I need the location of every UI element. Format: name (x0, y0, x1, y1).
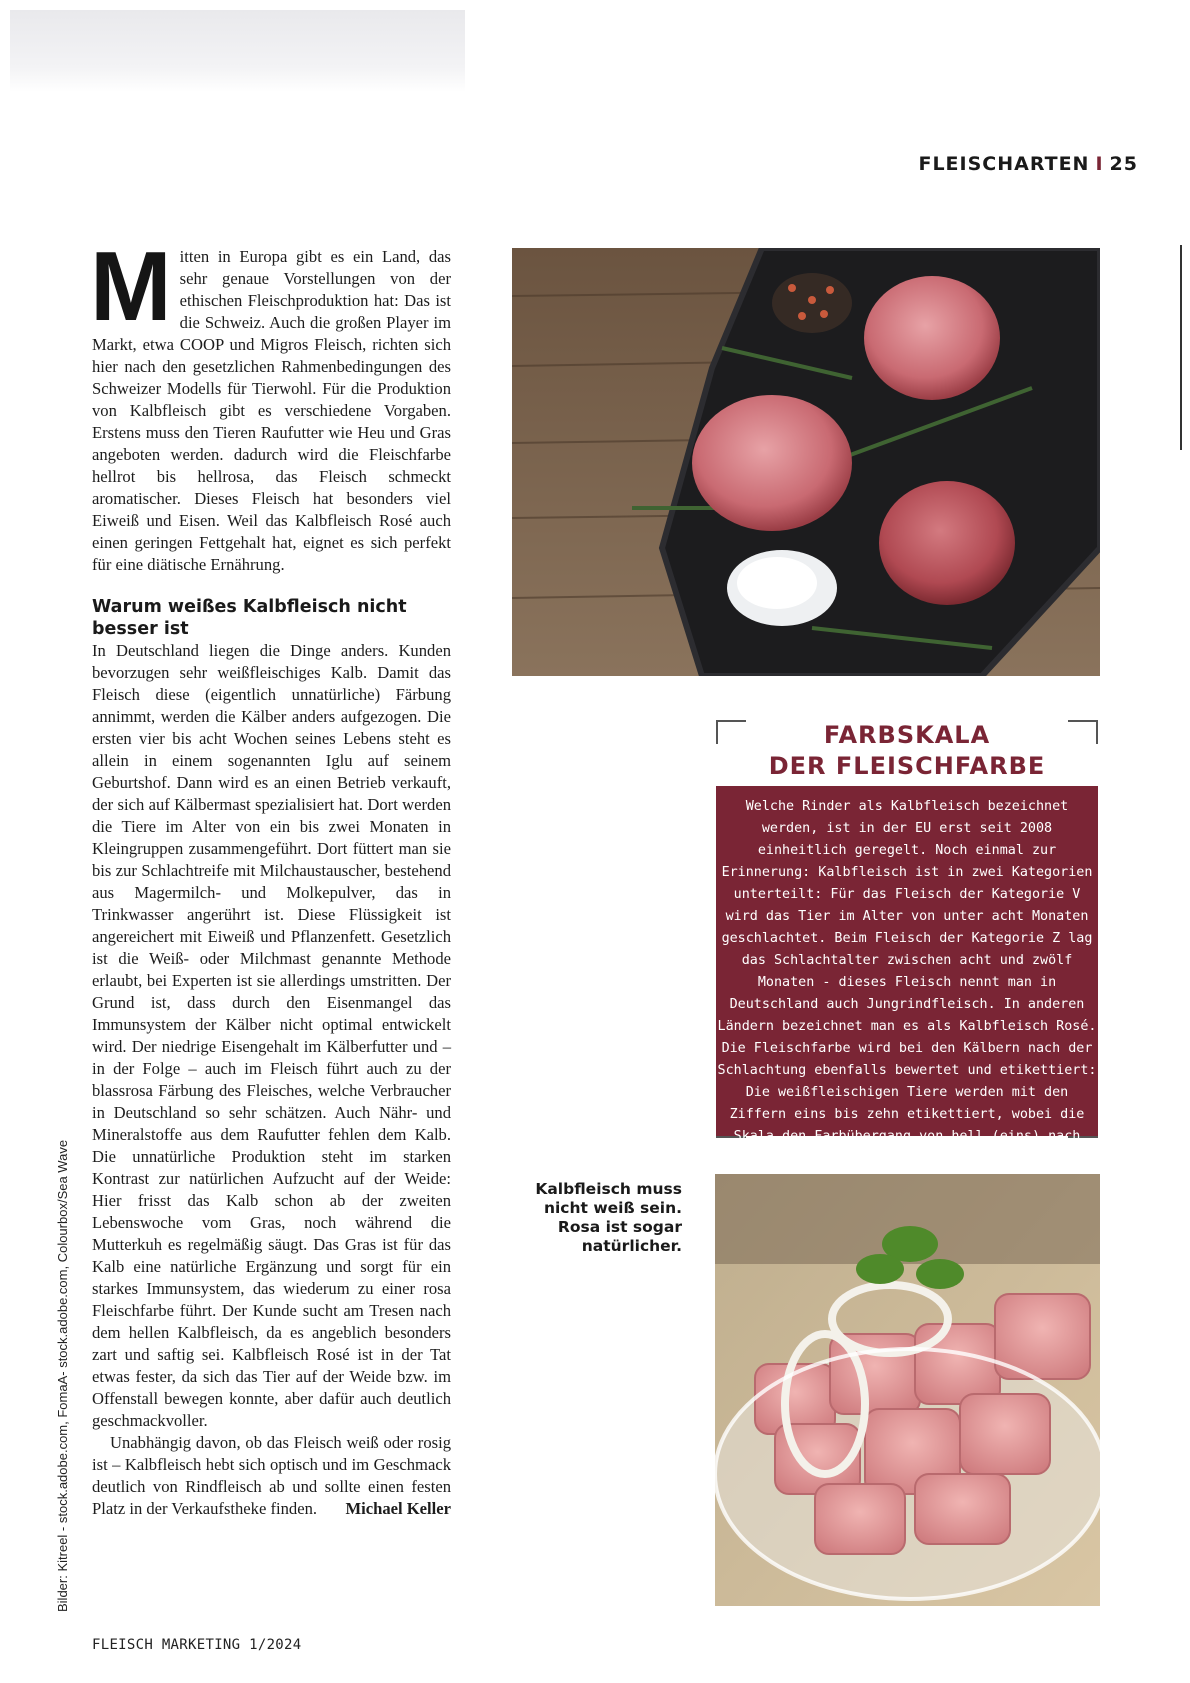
veal-medallions-image (512, 248, 1100, 676)
frame-corner (716, 720, 746, 744)
farbskala-title (716, 720, 1098, 782)
drop-cap: M (90, 231, 172, 341)
intro-text: itten in Europa gibt es ein Land, das sehr genaue Vorstellungen von der ethischen Fleischproduktion hat: Das ist die Schweiz. Auch die großen Player im Markt, etwa COOP und Migros Fleisch, richten sich hier nach den gesetzlichen Rahmenbedingungen des Schweizer Modells für Tierwohl. Für die Produktion von Kalbfleisch gibt es verschiedene Vorgaben. Erstens muss den Tieren Raufutter wie Heu und Gras angeboten werden. dadurch wird die Fleischfarbe hellrot bis hellrosa, das Fleisch schmeckt aromatischer. Dieses Fleisch hat besonders viel Eiweiß und Eisen. Weil das Kalbfleisch Rosé auch einen geringen Fettgehalt hat, eignet es sich perfekt für eine diätische Ernährung. (92, 247, 451, 574)
image-credits: Bilder: Kitreel - stock.adobe.com, FomaA- stock.adobe.com, Colourbox/Sea Wave (55, 1139, 70, 1612)
farbskala-infobox (716, 720, 1098, 1166)
subheading: Warum weißes Kalbfleisch nicht besser ist (92, 597, 407, 639)
farbskala-title-line1: FARBSKALA (823, 721, 991, 749)
intro-paragraph (90, 231, 451, 576)
header-separator: I (1095, 153, 1104, 175)
author-signature: Michael Keller (345, 1499, 451, 1518)
veal-bowl-image (715, 1174, 1100, 1606)
farbskala-text: Welche Rinder als Kalbfleisch bezeichnet werden, ist in der EU erst seit 2008 einheitlich geregelt. Noch einmal zur Erinnerung: Kalbfleisch ist in zwei Kategorien unterteilt: Für das Fleisch der Kategorie V wird das Tier im Alter von unter acht Monaten geschlachtet. Beim Fleisch der Kategorie Z lag das Schlachtalter zwischen acht und zwölf Monaten - dieses Fleisch nennt man in Deutschland auch Jungrindfleisch. In anderen Ländern bezeichnet man es als Kalbfleisch Rosé. Die Fleischfarbe wird bei den Kälbern nach der Schlachtung ebenfalls bewertet und etikettiert: Die weißfleischigen Tiere werden mit den Ziffern eins bis zehn etikettiert, wobei die Skala den Farbübergang von hell (eins) nach dunkel (zehn) markiert. Das Jungrindfleisch (716, 786, 1098, 1136)
page-number: 25 (1109, 153, 1138, 175)
frame-corner (1068, 720, 1098, 744)
edge-rule (1180, 245, 1182, 450)
article-column (90, 231, 451, 1520)
body-paragraph: In Deutschland liegen die Dinge anders. Kunden bevorzugen sehr weißfleischiges Kalb. Damit das Fleisch diese (eigentlich unnatürliche) Färbung annimmt, werden die Kälber anders aufgezogen. Die ersten vier bis acht Wochen seines Lebens steht es allein in einem sogenannten Iglu auf seinem Geburtshof. Dann wird es an einen Betrieb verkauft, der sich auf Kälbermast spezialisiert hat. Dort werden die Tiere im Alter von ein bis zwei Monaten in Kleingruppen zusammengeführt. Dort füttert man sie bis zur Schlachtreife mit Milchaustauscher, bestehend aus Magermilch- und Molkepulver, das in Trinkwasser angerührt ist. Diese Flüssigkeit ist angereichert mit Eiweiß und Pflanzenfett. Gesetzlich ist die Weiß- oder Milchmast genannte Methode erlaubt, bei Experten ist sie allerdings umstritten. Der Grund ist, dass durch den Eisenmangel das Immunsystem der Kälber nicht optimal entwickelt wird. Der niedrige Eisengehalt im Kälberfutter und – in der Folge – auch im Fleisch führt auch zu der blassrosa Färbung des Fleisches, welche Verbraucher in Deutschland so sehr schätzen. Auch Nähr- und Mineralstoffe aus dem Raufutter fehlen dem Kalb. Die unnatürliche Produktion steht im starken Kontrast zur natürlichen Aufzucht auf der Weide: Hier frisst das Kalb schon ab der zweiten Lebenswoche vom Gras, noch während die Mutterkuh es regelmäßig säugt. Das Gras ist für das Kalb eine natürliche Ergänzung und sorgt für ein starkes Immunsystem, das wiederum zu einer rosa Fleischfarbe führt. Der Kunde sucht am Tresen nach dem hellen Kalbfleisch, da es angeblich besonders zart und saftig sei. Kalbfleisch Rosé ist in der Tat etwas fester, da sich das Tier auf der Weide bzw. im Offenstall bewegen konnte, aber dafür auch deutlich geschmackvoller. (92, 641, 451, 1430)
closing-paragraph (92, 1432, 451, 1520)
closing-text: Unabhängig davon, ob das Fleisch weiß oder rosig ist – Kalbfleisch hebt sich optisch und im Geschmack deutlich von Rindfleisch ab und sollte einen festen Platz in der Verkaufstheke finden. (92, 1433, 451, 1518)
veal-bowl-photo (715, 1174, 1100, 1606)
section-title: FLEISCHARTEN (918, 153, 1090, 175)
veal-medallions-photo (512, 248, 1100, 676)
scan-shadow (10, 10, 465, 92)
farbskala-title-line2: DER FLEISCHFARBE (768, 752, 1046, 780)
page-footer: FLEISCH MARKETING 1/2024 (92, 1637, 302, 1653)
photo-caption: Kalbfleisch muss nicht weiß sein. Rosa ist sogar natürlicher. (535, 1180, 682, 1255)
page-header (918, 153, 1138, 175)
